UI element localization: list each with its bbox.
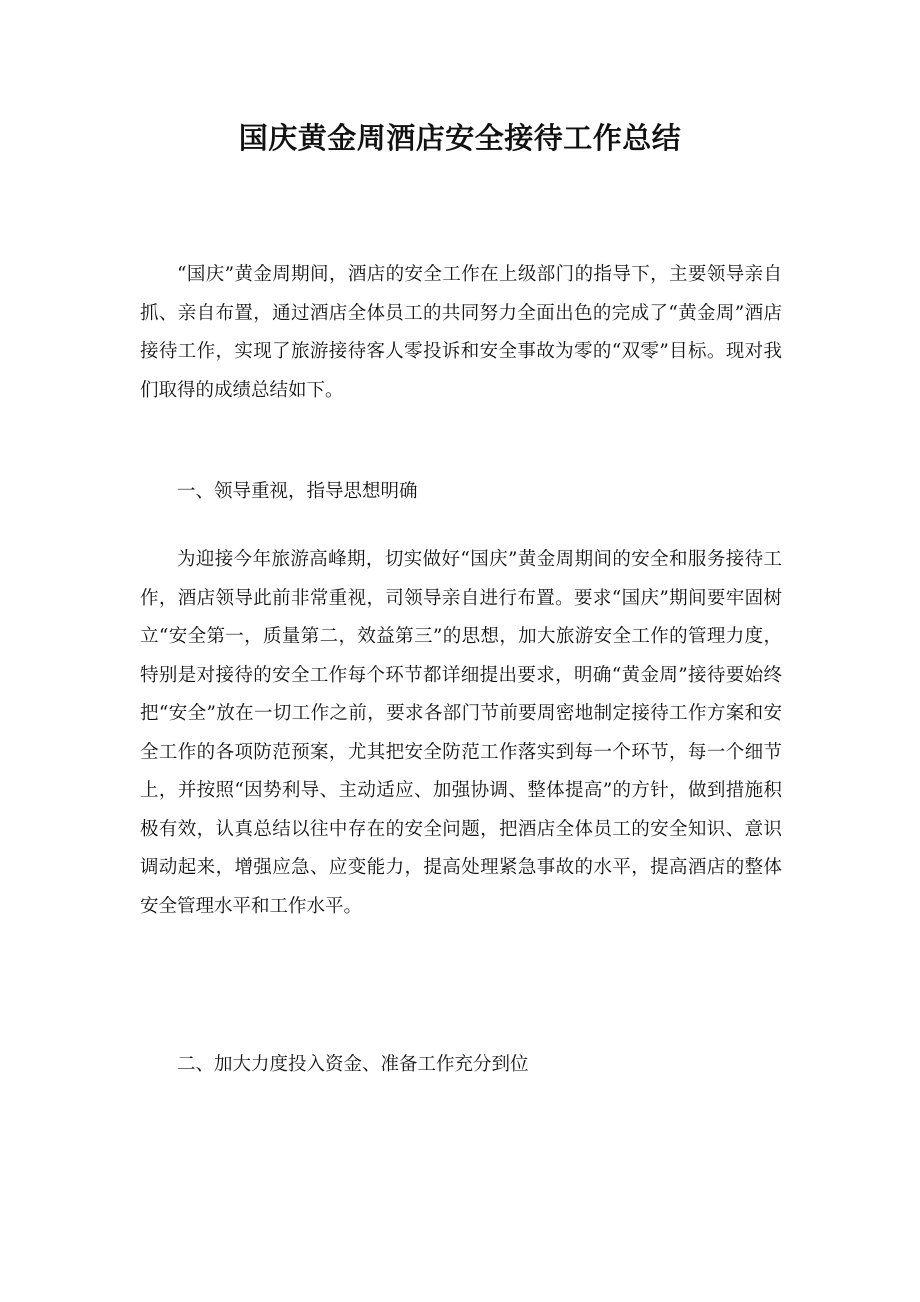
document-title: 国庆黄金周酒店安全接待工作总结: [238, 121, 682, 155]
intro-paragraph: “国庆”黄金周期间，酒店的安全工作在上级部门的指导下，主要领导亲自抓、亲自布置，通过酒店全体员工的共同努力全面出色的完成了“黄金周”酒店接待工作，实现了旅游接待客人零投诉和安全事故为零的“双零”目标。现对我们取得的成绩总结如下。: [140, 264, 782, 401]
section-heading-2: 二、加大力度投入资金、准备工作充分到位: [177, 1054, 529, 1075]
section-1-paragraph: 为迎接今年旅游高峰期，切实做好“国庆”黄金周期间的安全和服务接待工作，酒店领导此前非常重视，司领导亲自进行布置。要求“国庆”期间要牢固树立“安全第一，质量第二，效益第三”的思想，加大旅游安全工作的管理力度，特别是对接待的安全工作每个环节都详细提出要求，明确“黄金周”接待要始终把“安全”放在一切工作之前，要求各部门节前要周密地制定接待工作方案和安全工作的各项防范预案，尤其把安全防范工作落实到每一个环节，每一个细节上，并按照“因势利导、主动适应、加强协调、整体提高”的方针，做到措施积极有效，认真总结以往中存在的安全问题，把酒店全体员工的安全知识、意识调动起来，增强应急、应变能力，提高处理紧急事故的水平，提高酒店的整体安全管理水平和工作水平。: [140, 549, 782, 917]
section-heading-1: 一、领导重视，指导思想明确: [177, 481, 418, 502]
